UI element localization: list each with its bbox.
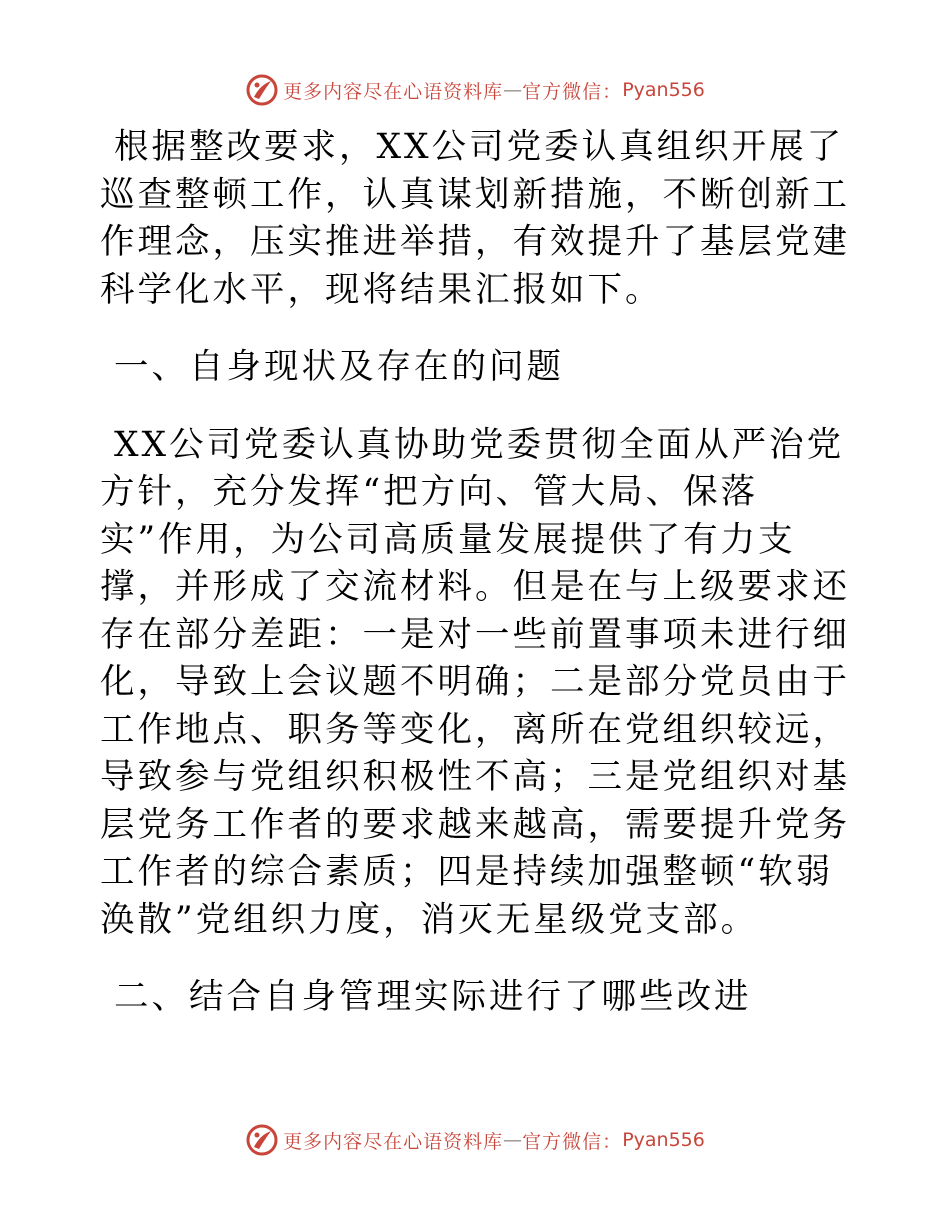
brush-seal-icon xyxy=(245,1123,279,1157)
document-body xyxy=(100,124,850,1022)
brush-seal-icon xyxy=(245,73,279,107)
header-wechat-id: Pyan556 xyxy=(622,79,705,101)
section1-paragraph: XX公司党委认真协助党委贯彻全面从严治党方针，充分发挥“把方向、管大局、保落实”作用，为公司高质量发展提供了有力支撑，并形成了交流材料。但是在与上级要求还存在部分差距：一是对一些前置事项未进行细化，导致上会议题不明确；二是部分党员由于工作地点、职务等变化，离所在党组织较远，导致参与党组织积极性不高；三是党组织对基层党务工作者的要求越来越高，需要提升党务工作者的综合素质；四是持续加强整顿“软弱涣散”党组织力度，消灭无星级党支部。 xyxy=(100,424,850,940)
footer-watermark-banner xyxy=(0,1120,950,1160)
footer-wechat-id: Pyan556 xyxy=(622,1129,705,1151)
header-wechat-label: 官方微信： xyxy=(522,80,623,103)
footer-brand-text: 更多内容尽在心语资料库 xyxy=(283,1130,504,1153)
section1-heading: 一、自身现状及存在的问题 xyxy=(100,347,564,387)
header-separator: — xyxy=(503,79,523,101)
section2-heading: 二、结合自身管理实际进行了哪些改进 xyxy=(100,977,752,1017)
footer-wechat-label: 官方微信： xyxy=(522,1130,623,1153)
intro-paragraph: 根据整改要求，XX公司党委认真组织开展了巡查整顿工作，认真谋划新措施，不断创新工作理念，压实推进举措，有效提升了基层党建科学化水平，现将结果汇报如下。 xyxy=(100,127,850,310)
header-brand-text: 更多内容尽在心语资料库 xyxy=(283,80,504,103)
footer-separator: — xyxy=(503,1129,523,1151)
header-watermark-banner xyxy=(0,70,950,110)
